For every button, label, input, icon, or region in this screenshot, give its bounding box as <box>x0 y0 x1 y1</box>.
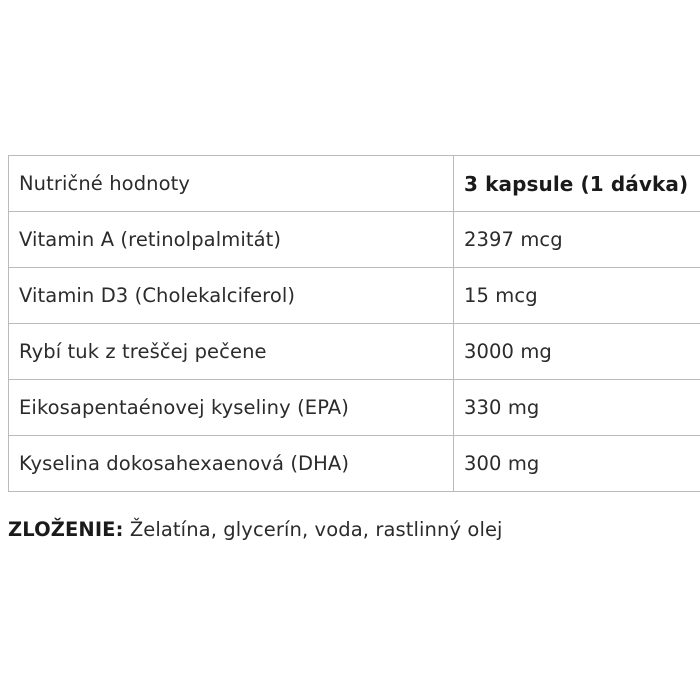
table-header-row <box>9 156 700 212</box>
table-header-value: 3 kapsule (1 dávka) <box>454 156 700 212</box>
table-row <box>9 436 700 492</box>
nutrient-label: Rybí tuk z treščej pečene <box>9 324 454 380</box>
table-row <box>9 268 700 324</box>
nutrient-value: 300 mg <box>454 436 700 492</box>
nutrient-value: 15 mcg <box>454 268 700 324</box>
nutrient-label: Kyselina dokosahexaenová (DHA) <box>9 436 454 492</box>
nutrient-label: Vitamin A (retinolpalmitát) <box>9 212 454 268</box>
table-header-label: Nutričné hodnoty <box>9 156 454 212</box>
nutrient-value: 330 mg <box>454 380 700 436</box>
nutrition-table-body <box>9 156 700 492</box>
composition-line <box>8 518 692 541</box>
nutrient-value: 2397 mcg <box>454 212 700 268</box>
table-row <box>9 212 700 268</box>
nutrient-value: 3000 mg <box>454 324 700 380</box>
nutrient-label: Eikosapentaénovej kyseliny (EPA) <box>9 380 454 436</box>
table-row <box>9 324 700 380</box>
nutrition-table <box>8 155 700 492</box>
composition-label: ZLOŽENIE: <box>8 518 124 541</box>
composition-text: Želatína, glycerín, voda, rastlinný olej <box>123 518 503 541</box>
nutrition-table-panel <box>8 155 692 492</box>
nutrient-label: Vitamin D3 (Cholekalciferol) <box>9 268 454 324</box>
table-row <box>9 380 700 436</box>
